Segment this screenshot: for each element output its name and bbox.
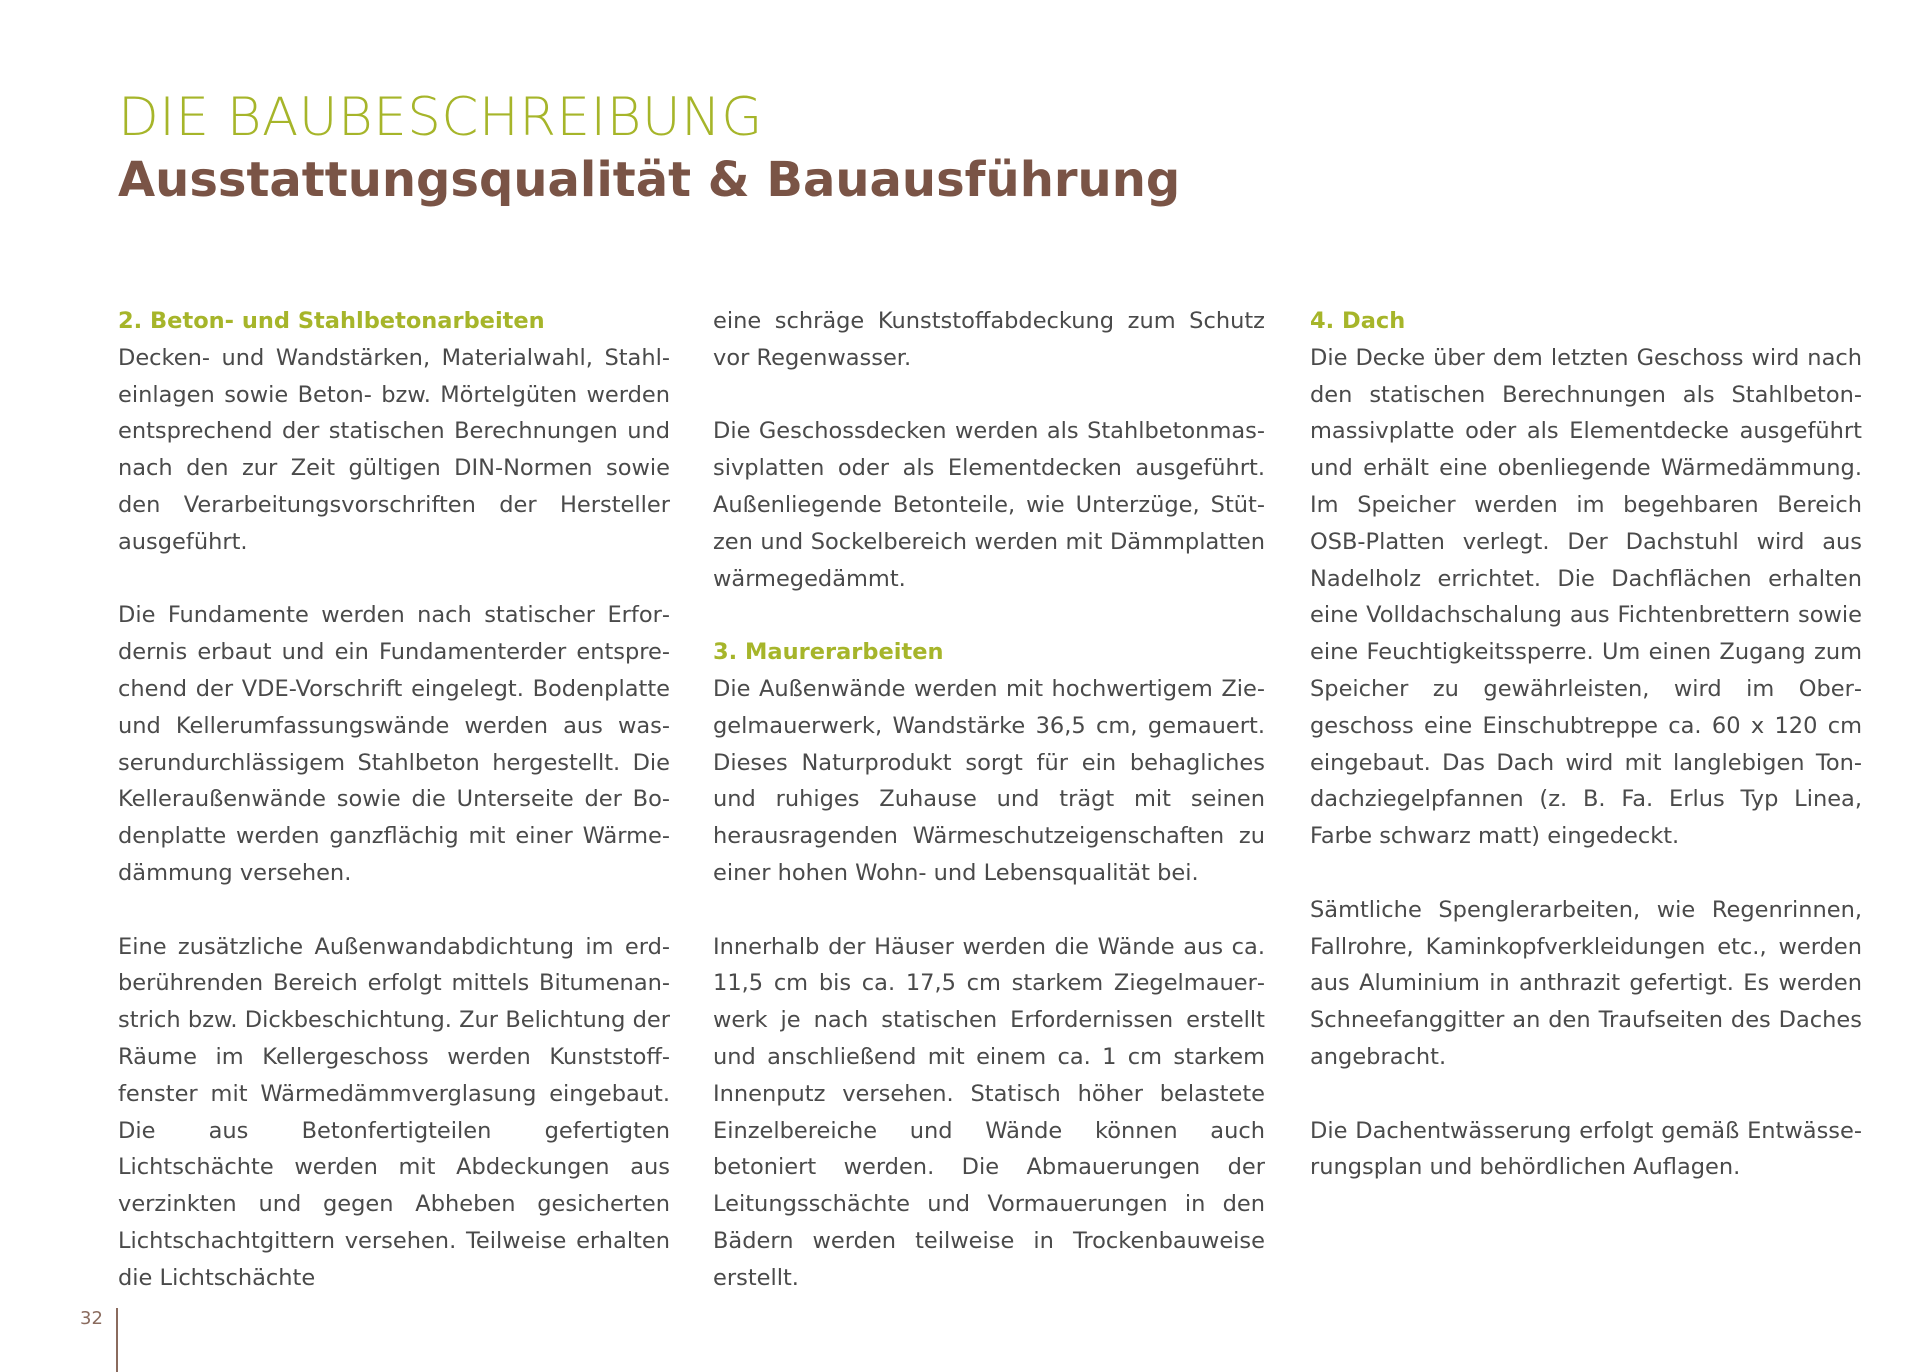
paragraph-spacer	[713, 892, 1265, 929]
paragraph: Die Außenwände werden mit hochwertigem Ziegelmauerwerk, Wandstärke 36,5 cm, gemauert. Dieses Naturprodukt sorgt für ein behagliches und ruhiges Zuhause und trägt mit seinen herausragenden Wärmeschutzeigenschaften zu einer hohen Wohn- und Lebensqualität bei.	[713, 675, 1265, 886]
paragraph: Sämtliche Spenglerarbeiten, wie Regenrinnen, Fallrohre, Kaminkopfverkleidungen etc., werden aus Aluminium in anthrazit gefertigt. Es werden Schneefanggitter an den Traufseiten des Daches angebracht.	[1310, 896, 1862, 1070]
paragraph-spacer	[1310, 1076, 1862, 1113]
page-number: 32	[80, 1308, 103, 1329]
page-subtitle: Ausstattungsqualität & Bauausführung	[118, 152, 1181, 208]
paragraph: Innerhalb der Häuser werden die Wände aus ca. 11,5 cm bis ca. 17,5 cm starkem Ziegelmauerwerk je nach statischen Erfordernissen erstellt und anschließend mit einem ca. 1 cm starkem Innenputz versehen. Statisch höher belastete Einzelbereiche und Wände können auch betoniert werden. Die Abmauerungen der Leitungsschächte und Vormauerungen in den Bädern werden teilweise in Trockenbauweise erstellt.	[713, 933, 1265, 1291]
text-column-1	[118, 303, 670, 1297]
paragraph: Die Fundamente werden nach statischer Erfordernis erbaut und ein Fundamenterder entsprechend der VDE-Vorschrift eingelegt. Bodenplatte und Kellerumfassungswände werden aus wasserundurchlässigem Stahlbeton hergestellt. Die Kelleraußenwände sowie die Unterseite der Bodenplatte werden ganzflächig mit einer Wärmedämmung versehen.	[118, 602, 670, 886]
paragraph: eine schräge Kunststoffabdeckung zum Schutz vor Regenwasser.	[713, 308, 1265, 371]
section-heading-beton: 2. Beton- und Stahlbetonarbeiten	[118, 308, 545, 334]
text-column-2	[713, 303, 1265, 1297]
section-heading-dach: 4. Dach	[1310, 308, 1406, 334]
paragraph: Decken- und Wandstärken, Materialwahl, Stahleinlagen sowie Beton- bzw. Mörtelgüten werden entsprechend der statischen Berechnungen und nach den zur Zeit gültigen DIN-Normen sowie den Verarbeitungsvorschriften der Hersteller ausgeführt.	[118, 344, 670, 555]
title-block	[118, 86, 1818, 210]
page-number-divider	[116, 1308, 118, 1372]
section-heading-maurer: 3. Maurerarbeiten	[713, 639, 944, 666]
paragraph-spacer	[1310, 855, 1862, 892]
paragraph: Die Dachentwässerung erfolgt gemäß Entwässerungsplan und behördlichen Auflagen.	[1310, 1117, 1862, 1181]
paragraph-spacer	[118, 561, 670, 598]
page-title: DIE BAUBESCHREIBUNG	[118, 87, 763, 148]
paragraph-spacer	[713, 377, 1265, 414]
paragraph-spacer	[118, 892, 670, 929]
text-column-3	[1310, 303, 1862, 1186]
paragraph: Die Geschossdecken werden als Stahlbetonmassivplatten oder als Elementdecken ausgeführt. Außenliegende Betonteile, wie Unterzüge, Stützen und Sockelbereich werden mit Dämmplatten wärmegedämmt.	[713, 418, 1265, 592]
paragraph: Eine zusätzliche Außenwandabdichtung im erdberührenden Bereich erfolgt mittels Bitumenanstrich bzw. Dickbeschichtung. Zur Belichtung der Räume im Kellergeschoss werden Kunststofffenster mit Wärmedämmverglasung eingebaut. Die aus Betonfertigteilen gefertigten Lichtschächte werden mit Abdeckungen aus verzinkten und gegen Abheben gesicherten Lichtschachtgittern versehen. Teilweise erhalten die Lichtschächte	[118, 933, 670, 1291]
paragraph: Die Decke über dem letzten Geschoss wird nach den statischen Berechnungen als Stahlbetonmassivplatte oder als Elementdecke ausgeführt und erhält eine obenliegende Wärmedämmung. Im Speicher werden im begehbaren Bereich OSB-Platten verlegt. Der Dachstuhl wird aus Nadelholz errichtet. Die Dachflächen erhalten eine Volldachschalung aus Fichtenbrettern sowie eine Feuchtigkeitssperre. Um einen Zugang zum Speicher zu gewährleisten, wird im Obergeschoss eine Einschubtreppe ca. 60 x 120 cm eingebaut. Das Dach wird mit langlebigen Tondachziegelpfannen (z. B. Fa. Erlus Typ Linea, Farbe schwarz matt) eingedeckt.	[1310, 344, 1862, 850]
paragraph-spacer	[713, 597, 1265, 634]
